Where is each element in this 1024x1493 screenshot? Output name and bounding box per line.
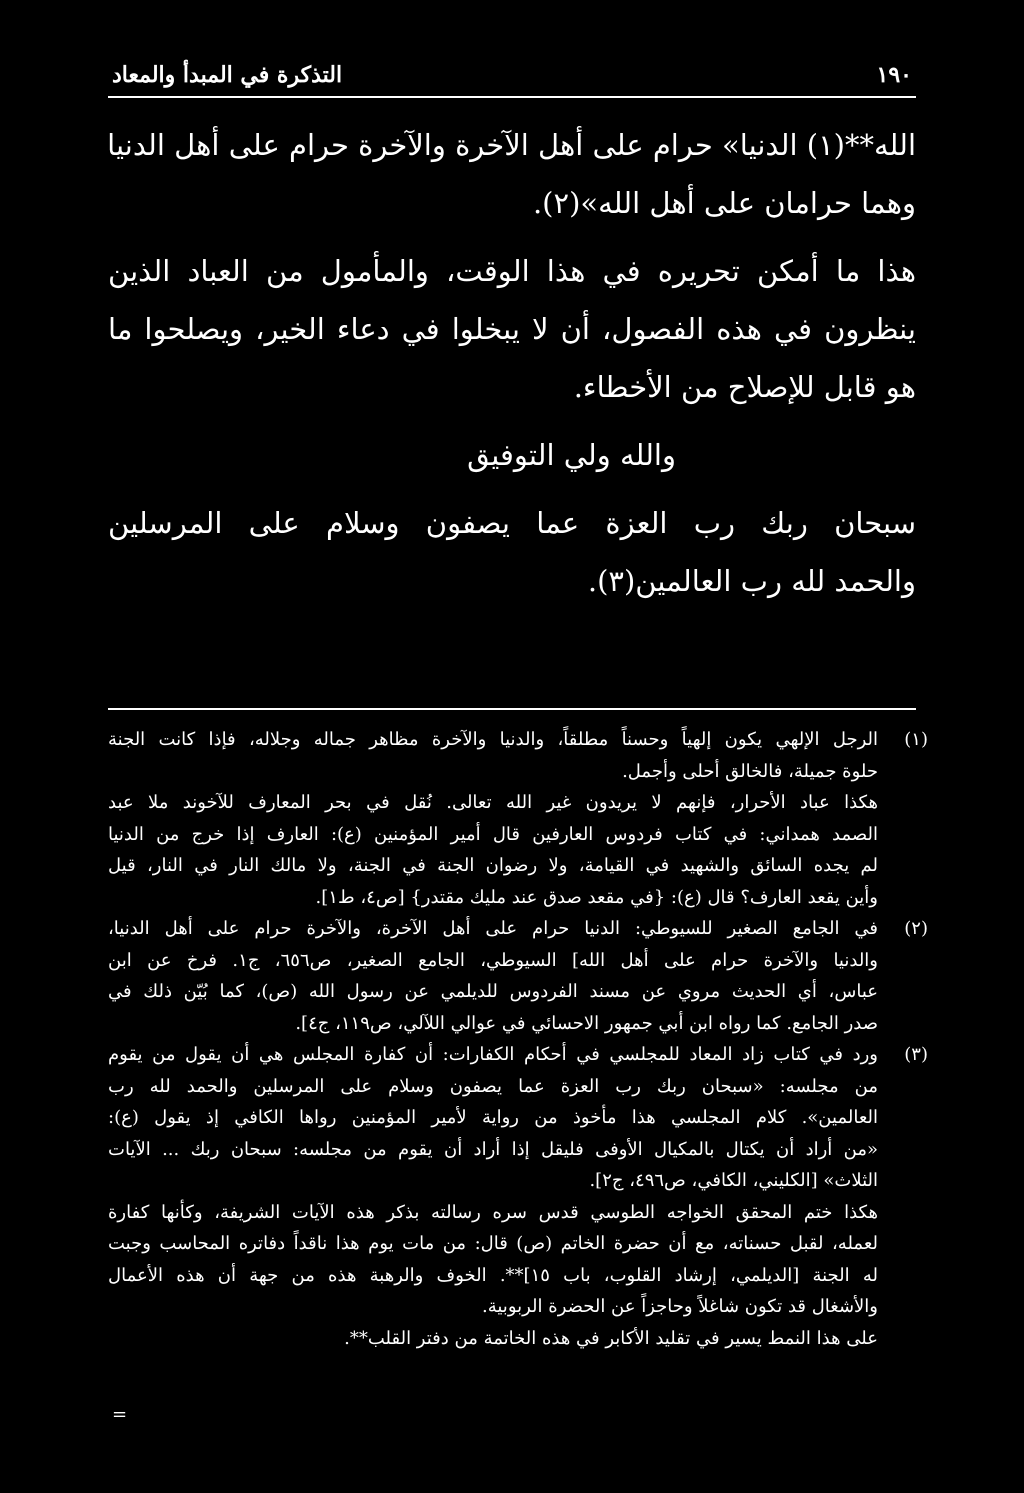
footnote-line: والأشغال قد تكون شاغلاً وحاجزاً عن الحضرة الربوبية. <box>482 1296 878 1317</box>
main-text <box>108 116 916 610</box>
page-number: ١٩٠ <box>876 62 912 88</box>
body-line: والحمد لله رب العالمين(٣). <box>587 564 916 598</box>
footnote-line: الصمد همداني: في كتاب فردوس العارفين قال أمير المؤمنين (ع): العارف إذا خرج من الدنيا <box>108 823 878 845</box>
footnote-line: لعمله، لقبل حسناته، مع أن حضرة الخاتم (ص) قال: من مات يوم هذا ناقداً دفاتره المحاسب وجبت <box>108 1233 878 1254</box>
footnote-line: والدنيا والآخرة حرام على أهل الله] السيوطي، الجامع الصغير، ص٦٥٦، ج١. فرخ عن ابن <box>108 949 878 971</box>
footnote-number: (٢) <box>904 918 928 939</box>
book-title: التذكرة في المبدأ والمعاد <box>112 62 343 88</box>
footnote-number: (١) <box>904 729 928 750</box>
footnotes <box>108 724 928 1354</box>
continuation-mark: = <box>112 1404 128 1425</box>
footnote-line: لم يجده السائق والشهيد في القيامة، ولا رضوان الجنة في الجنة، ولا مالك النار في النار، قيل <box>108 855 878 876</box>
footnote-line: وأين يقعد العارف؟ قال (ع): {في مقعد صدق عند مليك مقتدر} [ص٤، ط١]. <box>315 886 878 908</box>
footnote-rule <box>108 708 916 710</box>
footnote-line: «من أراد أن يكتال بالمكيال الأوفى فليقل إذا أراد أن يقوم من مجلسه: سبحان ربك ... الآيات <box>108 1138 878 1160</box>
footnote-line: من مجلسه: «سبحان ربك رب العزة عما يصفون وسلام على المرسلين والحمد لله رب <box>108 1075 878 1097</box>
footnote-line: هكذا عباد الأحرار، فإنهم لا يريدون غير الله تعالى. نُقل في بحر المعارف للآخوند ملا عبد <box>108 792 878 813</box>
footnote-line: العالمين». كلام المجلسي هذا مأخوذ من رواية لأمير المؤمنين رواها الكافي إذ يقول (ع): <box>108 1107 878 1128</box>
footnote-line: هكذا ختم المحقق الخواجه الطوسي قدس سره رسالته بذكر هذه الآيات الشريفة، وكأنها كفارة <box>108 1201 878 1223</box>
footnote-line: له الجنة [الديلمي، إرشاد القلوب، باب ١٥]**. الخوف والرهبة هذه من جهة أن هذه الأعمال <box>108 1264 878 1286</box>
footnote-line: (١)الرجل الإلهي يكون إلهياً وحسناً مطلقاً، والدنيا والآخرة مظاهر جماله وجلاله، فإذا كانت الجنة <box>108 724 928 756</box>
footnote-line: حلوة جميلة، فالخالق أحلى وأجمل. <box>622 760 878 782</box>
header-rule <box>108 96 916 98</box>
body-line: سبحان ربك رب العزة عما يصفون وسلام على المرسلين <box>108 506 916 540</box>
footnote-number: (٣) <box>904 1044 928 1065</box>
footnote-line: (٢)في الجامع الصغير للسيوطي: الدنيا حرام على أهل الآخرة، والآخرة حرام على أهل الدنيا، <box>108 913 928 945</box>
body-line: هو قابل للإصلاح من الأخطاء. <box>573 370 916 404</box>
footnote-line: الثلاث» [الكليني، الكافي، ص٤٩٦، ج٢]. <box>589 1170 878 1191</box>
footnote-line: (٣)ورد في كتاب زاد المعاد للمجلسي في أحكام الكفارات: أن كفارة المجلس هي أن يقول من يقوم <box>108 1039 928 1071</box>
footnote-line: عباس، أي الحديث مروي عن مسند الفردوس للديلمي عن رسول الله (ص)، كما بُيّن ذلك في <box>108 981 878 1002</box>
running-head <box>112 58 912 92</box>
footnote-line: على هذا النمط يسير في تقليد الأكابر في هذه الخاتمة من دفتر القلب**. <box>344 1327 878 1349</box>
body-line: والله ولي التوفيق <box>467 438 676 472</box>
body-line: الله**(١) الدنيا» حرام على أهل الآخرة والآخرة حرام على أهل الدنيا <box>107 128 916 162</box>
body-line: هذا ما أمكن تحريره في هذا الوقت، والمأمول من العباد الذين <box>108 254 916 288</box>
body-line: ينظرون في هذه الفصول، أن لا يبخلوا في دعاء الخير، ويصلحوا ما <box>108 312 916 346</box>
body-line: وهما حرامان على أهل الله»(٢). <box>532 186 916 220</box>
footnote-line: صدر الجامع. كما رواه ابن أبي جمهور الاحسائي في عوالي اللآلي، ص١١٩، ج٤]. <box>295 1012 878 1034</box>
